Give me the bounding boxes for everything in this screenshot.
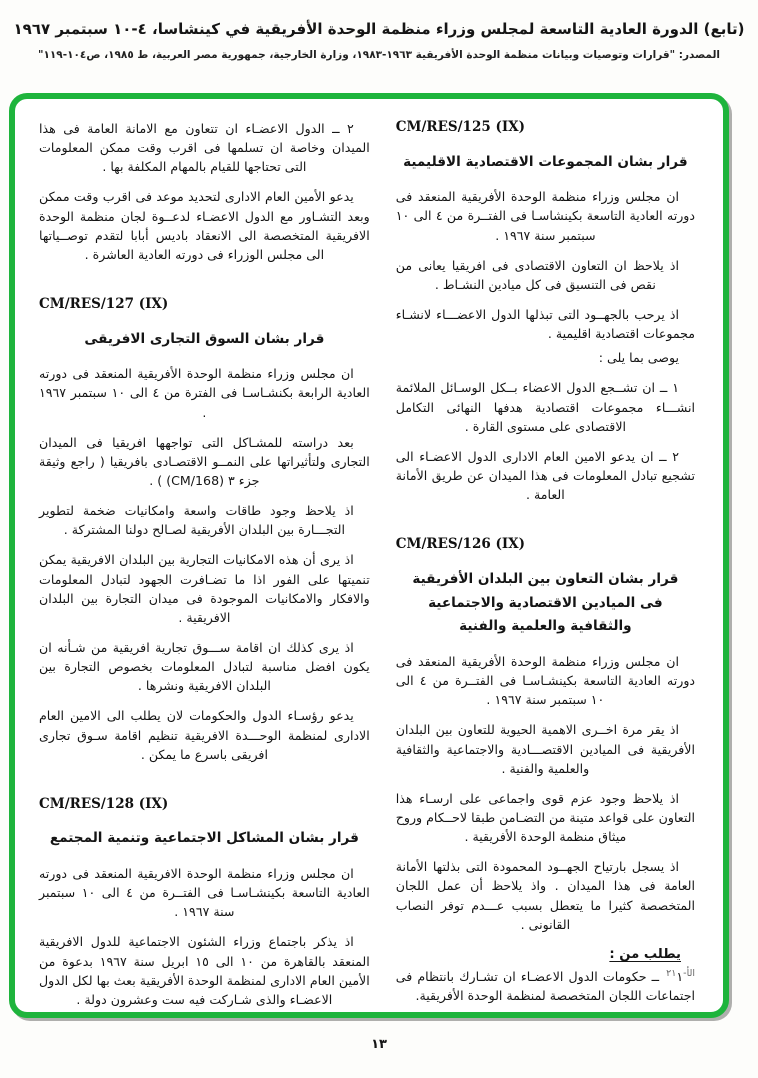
list-item-paragraph: ٢ ــ الدول الاعضـاء ان تتعاون مع الامانة العامة فى هذا الميدان وخاصة ان تسلمها فى اقرب وقت ممكن المعلومات التى تحتاجها للقيام بالمهام المكلفة بها . — [39, 121, 370, 175]
two-column-layout — [39, 117, 696, 1007]
resolution-title: قرار بشان المشاكل الاجتماعية وتنمية المجتمع — [49, 830, 359, 847]
paragraph: ان مجلس وزراء منظمة الوحدة الافريقية المنعقد فى دورته العادية التاسعة بكينشـاسـا فى الفتــرة من ٤ الى ١٠ سبتمبر سنة ١٩٦٧ . — [39, 866, 370, 920]
resolution-128 — [39, 794, 370, 1009]
paragraph: اذ يلاحظ وجود طاقات واسعة وامكانيات ضخمة لتطوير التجـــارة بين البلدان الأفريقية لصـالح دولنا المشتركة . — [39, 503, 354, 538]
paragraph: يوصى بما يلى : — [598, 350, 679, 366]
session-title: (تابع) الدورة العادية التاسعة لمجلس وزراء منظمة الوحدة الأفريقية في كينشاسا، ٤-١٠ سبتمبر ١٩٦٧ — [13, 20, 745, 38]
resolution-title: قرار بشان السوق التجارى الافريقى — [84, 330, 325, 347]
paragraph: ان مجلس وزراء منظمة الوحدة الأفريقية المنعقد فى دورته العادية التاسعة بكينشـاسـا فى الفتــرة من ٤ الى ١٠ سبتمبر سنة ١٩٦٧ . — [395, 654, 696, 708]
resolution-code: CM/RES/125 (IX) — [395, 119, 526, 135]
right-column — [396, 117, 695, 1002]
paragraph: اذ يرحب بالجهــود التى تبذلها الدول الاعضـــاء لانشـاء مجموعات اقتصادية اقليمية . — [395, 306, 695, 342]
page-header — [0, 0, 758, 61]
resolution-title: قرار بشان المجموعات الاقتصادية الاقليمية — [403, 153, 688, 170]
paragraph: ان مجلس وزراء منظمة الوحدة الأفريقية المنعقد فى دورته العادية التاسعة بكينشاسـا فى الفتــرة من ٤ الى ١٠ سبتمبر سنة ١٩٦٧ . — [395, 189, 695, 243]
paragraph: ان مجلس وزراء منظمة الوحدة الأفريقية المنعقد فى دورته العادية الرابعة بكنشـاسـا فى الفترة من ٤ الى ١٠ سبتمبر ١٩٦٧ . — [39, 366, 370, 420]
green-border-content-box — [9, 93, 729, 1018]
resolution-126 — [396, 534, 695, 1005]
request-heading-text: يطلب من : — [609, 946, 681, 962]
page-number: ١٣ — [371, 1037, 387, 1052]
resolution-code: CM/RES/126 (IX) — [395, 536, 526, 553]
paragraph: اذ يرى أن هذه الامكانيات التجارية بين البلدان الافريقية يمكن تنميتها على الفور اذا ما تضـافرت الجهود لتبادل المعلومات والافكار والامكانيات الموجودة فى ميدان التجارة بين البلدان الافريقية . — [39, 552, 370, 625]
list-item-paragraph: ١ ــ ان تشــجع الدول الاعضاء بــكل الوسـائل الملائمة انشـــاء مجموعات اقتصادية هدفها النهائى التكامل الاقتصادى على مستوى القارة . — [395, 380, 695, 434]
handwriting-artifact: الأ-٢١ — [666, 967, 695, 979]
paragraph: اذ يرى كذلك ان اقامة ســـوق تجارية افريقية من شـأنه ان يكون افضل مناسبة لتبادل المعلومات بخصوص التجارة بين البلدان الافريقية ونشرها . — [39, 639, 370, 694]
paragraph: يدعو رؤسـاء الدول والحكومات لان يطلب الى الامين العام الادارى لمنظمة الوحـــدة الافريقية تنظيم اقامة سـوق تجارى افريقى باسرع ما يمكن . — [39, 708, 370, 762]
list-item-paragraph — [396, 967, 695, 1005]
paragraph: اذ يسجل بارتياح الجهــود المحمودة التى بذلتها الأمانة العامة فى هذا الميدان . واذ يلاحظ أن عمل اللجان المتخصصة كثيرا ما يتعطل بسبب عـــدم توفر النصاب القانونى . — [395, 859, 695, 932]
resolution-125 — [396, 117, 695, 504]
resolution-code: CM/RES/127 (IX) — [39, 295, 169, 312]
request-heading — [396, 945, 695, 965]
paragraph: اذ يذكر باجتماع وزراء الشئون الاجتماعية للدول الافريقية المنعقد بالقاهرة من ١٠ الى ١٥ ابريل سنة ١٩٦٧ بدعوة من الأمين العام الادارى لمنظمة الوحدة الأفريقية بعث بها لكل الدول الاعضـاء والذى شـاركت فيه ست وعشرون دولة . — [39, 934, 370, 1007]
resolution-127 — [39, 294, 370, 764]
list-item-paragraph: ٢ ــ ان يدعو الامين العام الادارى الدول الاعضـاء الى تشجيع تبادل المعلومات فى هذا الميدان عن طريق الأمانة العامة . — [395, 448, 695, 503]
paragraph: يدعو الأمين العام الادارى لتحديد موعد فى اقرب وقت ممكن وبعد التشـاور مع الدول الاعضـاء لدعــوة لجان منظمة الوحدة الافريقية المتخصصة الى الانعقاد باديس أبابا لتقدم توصــياتها الى مجلس الوزراء فى دورته العادية العاشرة . — [39, 189, 370, 262]
paragraph: اذ يقر مرة اخــرى الاهمية الحيوية للتعاون بين البلدان الأفريقية فى الميادين الاقتصـــادية والاجتماعية والثقافية والعلمية والفنية . — [395, 722, 695, 776]
resolution-code: CM/RES/128 (IX) — [39, 795, 169, 812]
resolution-title-line: فى الميادين الاقتصادية والاجتماعية — [428, 594, 663, 611]
paragraph: اذ يلاحظ ان التعاون الاقتصادى فى افريقيا يعانى من نقص فى التنسيق فى كل ميادين النشـاط . — [395, 257, 679, 292]
resolution-title-line: قرار بشان التعاون بين البلدان الأفريقية — [412, 570, 679, 587]
paragraph: اذ يلاحظ وجود عزم قوى واجماعى على ارسـاء هذا التعاون على قواعد متينة من التضـامن طبقا لاحــكام وروح ميثاق منظمة الوحدة الأفريقية . — [395, 790, 695, 845]
resolution-126-continuation — [39, 119, 370, 264]
paragraph: بعد دراسته للمشـاكل التى تواجهها افريقيا فى الميدان التجارى ولتأثيراتها على النمــو الاقتصـادى بافريقيا ( راجع وثيقة جزء ٣ (CM/168) ) . — [39, 434, 370, 488]
left-column — [39, 117, 370, 1007]
resolution-title-line: والثقافية والعلمية والفنية — [459, 618, 632, 635]
paragraph-text: ١ ــ حكومات الدول الاعضـاء ان تشـارك بانتظام فى اجتماعات اللجان المتخصصة لمنظمة الوحدة الأفريقية. — [395, 969, 695, 1004]
source-citation: المصدر: "قرارات وتوصيات وبيانات منظمة الوحدة الأفريقية ١٩٦٣-١٩٨٣، وزارة الخارجية، جمهورية مصر العربية، ط ١٩٨٥، ص١٠٤-١١٩" — [38, 49, 720, 61]
